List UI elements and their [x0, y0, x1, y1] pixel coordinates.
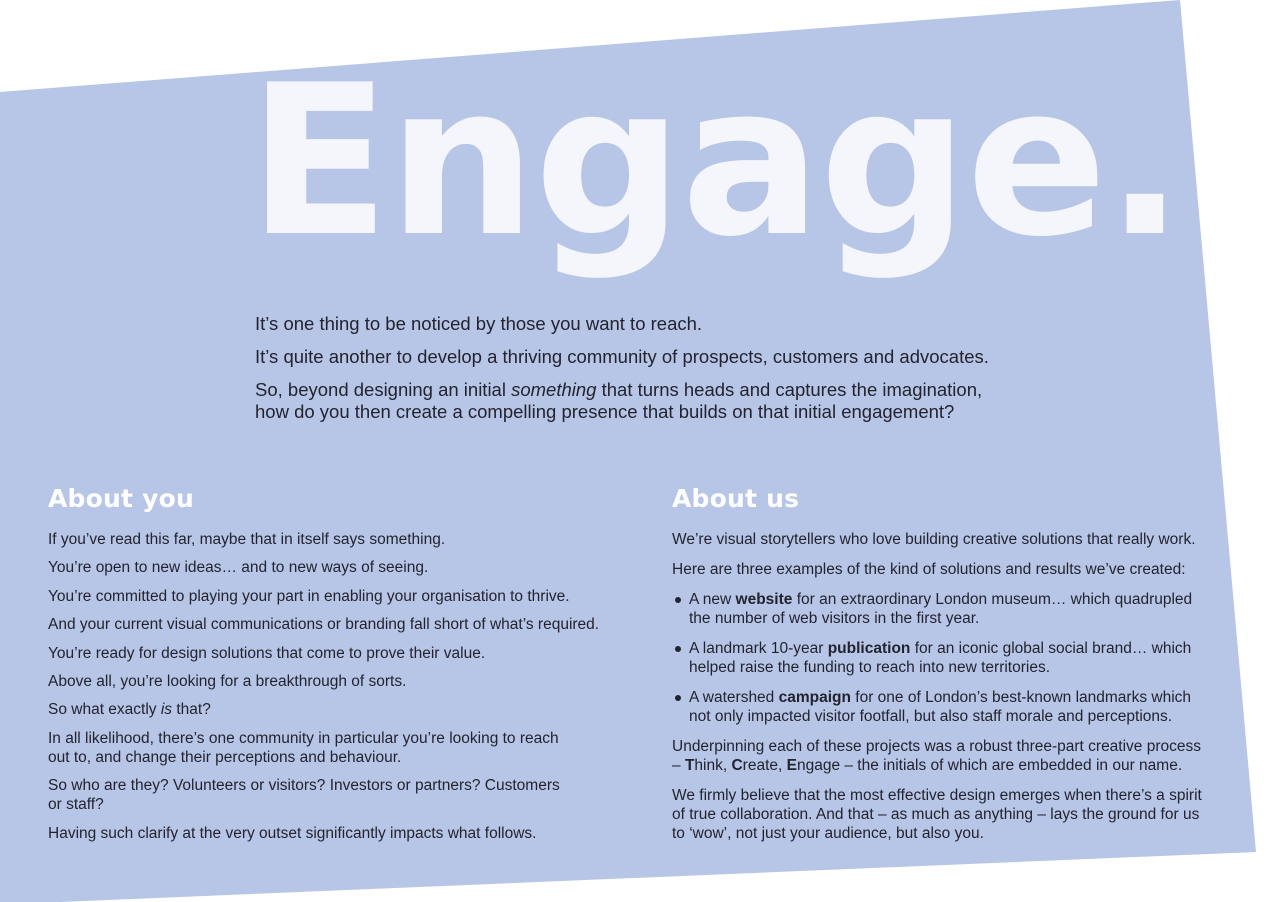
about-you-p7 — [48, 700, 211, 719]
example-campaign-bold: campaign — [778, 689, 851, 706]
intro-line-3 — [255, 379, 982, 401]
intro-line-3-a: So, beyond designing an initial — [255, 379, 512, 400]
about-us-p1: We’re visual storytellers who love building creative solutions that really work. — [672, 531, 1196, 548]
headline-engage: Engage. — [248, 41, 1183, 283]
example-campaign-a: A watershed — [689, 689, 779, 706]
p3-engage: ngage – the initials of which are embedded in our name. — [796, 757, 1183, 774]
p3-dash: – — [672, 757, 685, 774]
example-website-b: for an extraordinary London museum… which quadrupled — [792, 591, 1193, 608]
intro-line-3-b: that turns heads and captures the imagination, — [596, 379, 983, 400]
about-you-p6: Above all, you’re looking for a breakthrough of sorts. — [48, 673, 407, 690]
initial-c: C — [731, 757, 743, 774]
about-us-p3-line2 — [672, 756, 1182, 775]
p3-think: hink, — [694, 757, 732, 774]
intro-emphasis: something — [511, 379, 597, 400]
about-you-heading: About you — [48, 484, 194, 513]
about-you-p3: You’re committed to playing your part in enabling your organisation to thrive. — [48, 588, 570, 605]
about-you-p9-line2: or staff? — [48, 796, 104, 813]
about-you-p4: And your current visual communications or branding fall short of what’s required. — [48, 616, 600, 633]
example-publication-b: for an iconic global social brand… which — [910, 640, 1192, 657]
about-you-p7-b: that? — [172, 701, 211, 718]
intro-line-1: It’s one thing to be noticed by those you want to reach. — [255, 313, 703, 334]
intro-line-4: how do you then create a compelling presence that builds on that initial engagement? — [255, 401, 955, 422]
about-you-p9-line1: So who are they? Volunteers or visitors? Investors or partners? Customers — [48, 777, 560, 794]
example-website-bold: website — [735, 591, 793, 608]
about-you-p5: You’re ready for design solutions that come to prove their value. — [48, 645, 486, 662]
intro-line-2: It’s quite another to develop a thriving community of prospects, customers and advocates. — [255, 346, 989, 367]
about-you-p2: You’re open to new ideas… and to new ways of seeing. — [48, 559, 429, 576]
example-campaign-b: for one of London’s best-known landmarks which — [850, 689, 1192, 706]
about-you-p7-emphasis: is — [160, 701, 173, 718]
about-us-p4-line1: We firmly believe that the most effective design emerges when there’s a spirit — [672, 787, 1202, 804]
about-us-p2: Here are three examples of the kind of solutions and results we’ve created: — [672, 561, 1186, 578]
about-you-p1: If you’ve read this far, maybe that in itself says something. — [48, 531, 446, 548]
example-campaign — [672, 688, 1249, 726]
p3-create: reate, — [742, 757, 787, 774]
initial-t: T — [684, 757, 695, 774]
example-publication-line2: helped raise the funding to reach into new territories. — [689, 659, 1051, 676]
example-website — [672, 590, 1249, 628]
example-website-line2: the number of web visitors in the first year. — [689, 610, 980, 627]
about-us-p3-line1: Underpinning each of these projects was a robust three-part creative process — [672, 738, 1202, 755]
about-you-p7-a: So what exactly — [48, 701, 161, 718]
about-us-section — [672, 484, 1242, 864]
about-us-p4-line2: of true collaboration. And that – as much as anything – lays the ground for us — [672, 806, 1200, 823]
initial-e: E — [786, 757, 797, 774]
example-website-a: A new — [689, 591, 736, 608]
about-us-p4-line3: to ‘wow’, not just your audience, but also you. — [672, 825, 984, 842]
about-you-p10: Having such clarify at the very outset significantly impacts what follows. — [48, 825, 537, 842]
about-us-heading: About us — [672, 484, 800, 513]
about-you-p8-line2: out to, and change their perceptions and behaviour. — [48, 749, 402, 766]
example-publication — [672, 639, 1249, 677]
example-publication-a: A landmark 10-year — [689, 640, 828, 657]
example-campaign-line2: not only impacted visitor footfall, but also staff morale and perceptions. — [689, 708, 1173, 725]
about-you-section — [48, 484, 618, 864]
example-publication-bold: publication — [827, 640, 911, 657]
about-you-p8-line1: In all likelihood, there’s one community in particular you’re looking to reach — [48, 730, 559, 747]
